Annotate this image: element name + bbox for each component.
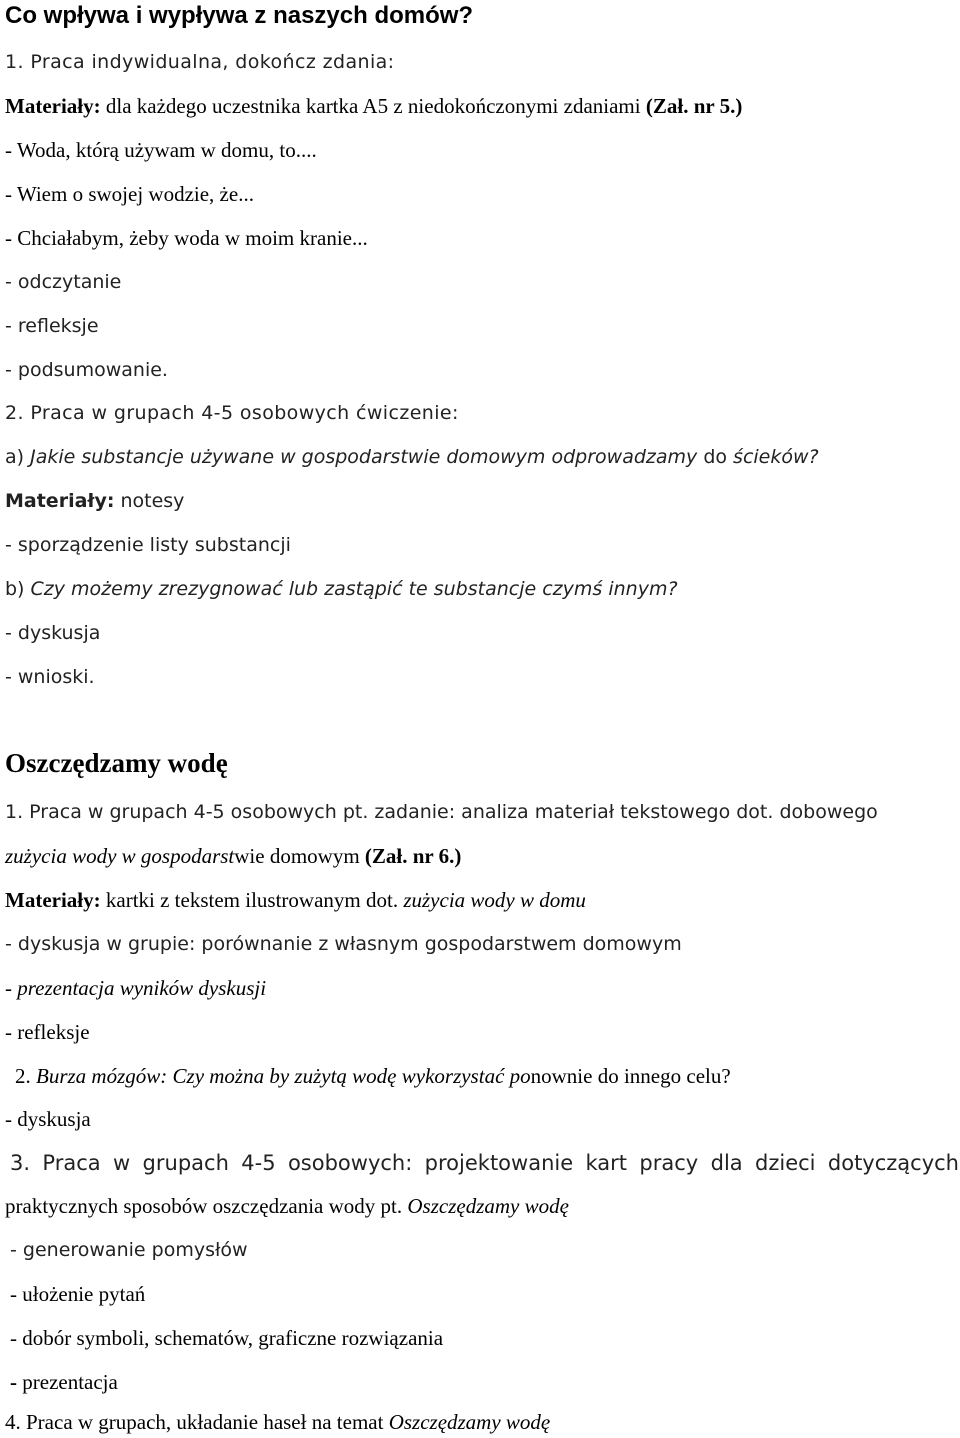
page-title: Co wpływa i wypływa z naszych domów?: [5, 2, 474, 29]
attachment-ref: (Zał. nr 5.): [645, 94, 743, 118]
question-a: a) Jakie substancje używane w gospodarstwie domowym odprowadzamy do ścieków?: [5, 446, 819, 468]
materials-line-1: [5, 94, 742, 118]
list-item: - Woda, którą używam w domu, to....: [5, 138, 317, 162]
list-item: - Chciałabym, żeby woda w moim kranie...: [5, 226, 368, 250]
list-item: - dyskusja: [5, 622, 101, 644]
section-heading: Oszczędzamy wodę: [5, 748, 228, 778]
task-2-text: 2. Burza mózgów: Czy można by zużytą wodę wykorzystać ponownie do innego celu?: [15, 1064, 731, 1088]
list-item: - refleksje: [5, 1020, 90, 1044]
materials-line-2: Materiały: notesy: [5, 490, 185, 512]
list-item: - prezentacja: [10, 1370, 118, 1394]
list-item: - Wiem o swojej wodzie, że...: [5, 182, 254, 206]
list-item: - ułożenie pytań: [10, 1282, 146, 1306]
list-item: - dobór symboli, schematów, graficzne rozwiązania: [10, 1326, 444, 1350]
question-b: b) Czy możemy zrezygnować lub zastąpić te substancje czymś innym?: [5, 578, 678, 600]
question-b-text: Czy możemy zrezygnować lub zastąpić te substancje czymś innym?: [30, 578, 678, 600]
task-3-continuation: praktycznych sposobów oszczędzania wody pt. Oszczędzamy wodę: [5, 1194, 569, 1218]
task-1-text: 1. Praca w grupach 4-5 osobowych pt. zadanie: analiza materiał tekstowego dot. dobowego: [5, 801, 878, 823]
task-1-continuation: zużycia wody w gospodarstwie domowym (Zał. nr 6.): [5, 844, 462, 868]
list-item: - dyskusja w grupie: porównanie z własnym gospodarstwem domowym: [5, 933, 682, 955]
materials-line-3: Materiały: kartki z tekstem ilustrowanym dot. zużycia wody w domu: [5, 888, 586, 912]
question-a-text: Jakie substancje używane w gospodarstwie domowym odprowadzamy: [30, 446, 698, 468]
materials-label: Materiały:: [5, 490, 115, 512]
list-item: - wnioski.: [5, 666, 95, 688]
list-item: - sporządzenie listy substancji: [5, 534, 291, 556]
task-1-heading: 1. Praca indywidualna, dokończ zdania:: [5, 51, 395, 73]
list-item: - prezentacja wyników dyskusji: [5, 976, 267, 1000]
list-item: - podsumowanie.: [5, 359, 168, 381]
list-item: - generowanie pomysłów: [10, 1239, 248, 1261]
attachment-ref: (Zał. nr 6.): [364, 844, 462, 868]
materials-label: Materiały:: [5, 888, 101, 912]
list-item: - odczytanie: [5, 271, 122, 293]
task-3-text: 3. Praca w grupach 4-5 osobowych: projektowanie kart pracy dla dzieci dotyczących: [10, 1151, 959, 1175]
task-2-heading: 2. Praca w grupach 4-5 osobowych ćwiczenie:: [5, 402, 459, 424]
task-4-text: 4. Praca w grupach, układanie haseł na temat Oszczędzamy wodę: [5, 1410, 551, 1434]
list-item: - dyskusja: [5, 1107, 91, 1131]
materials-text: dla każdego uczestnika kartka A5 z niedokończonymi zdaniami: [100, 94, 646, 118]
list-item: - refleksje: [5, 315, 99, 337]
materials-label: Materiały:: [5, 94, 101, 118]
